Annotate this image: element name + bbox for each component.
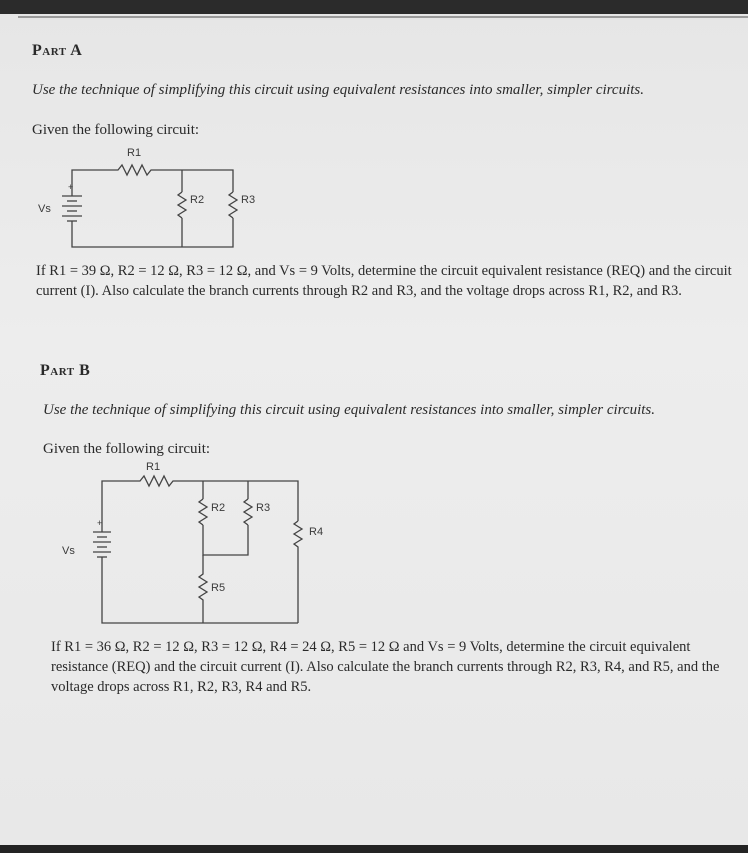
part-b-instruction: Use the technique of simplifying this circuit using equivalent resistances into smaller, simpler circuits.: [43, 402, 656, 418]
part-a-problem-text: If R1 = 39 Ω, R2 = 12 Ω, R3 = 12 Ω, and Vs = 9 Volts, determine the circuit equivalent resistance (REQ) and the circuit current (I). Also calculate the branch currents through R2 and R3, and the voltage drops across R1, R2, and R3.: [36, 263, 732, 299]
part-b-plus-label: +: [97, 518, 103, 528]
part-a-bottom-wire: [72, 218, 233, 247]
part-b-r3-label: R3: [256, 502, 271, 514]
part-a-vs-label: Vs: [38, 203, 51, 215]
part-b-vs-label: Vs: [62, 545, 75, 557]
part-a-circuit-diagram: [30, 140, 270, 255]
part-a-title: Part A: [32, 42, 83, 59]
part-a-r3-resistor: [229, 192, 237, 218]
part-b-battery-symbol: [93, 528, 111, 561]
top-divider: [18, 16, 748, 18]
top-bezel: [0, 0, 748, 14]
part-b-given: Given the following circuit:: [43, 441, 211, 457]
part-a-given: Given the following circuit:: [32, 122, 200, 138]
part-b-problem-text: If R1 = 36 Ω, R2 = 12 Ω, R3 = 12 Ω, R4 = 24 Ω, R5 = 12 Ω and Vs = 9 Volts, determine the circuit equivalent resistance (REQ) and the circuit current (I). Also calculate the branch currents through R2, R3, R4, and R5, and the voltage drops across R1, R2, R3, R4 and R5.: [51, 639, 720, 695]
part-b-r4-label: R4: [309, 526, 324, 538]
part-a-battery-symbol: [62, 192, 82, 224]
part-b-r2-r3-junction-wire: [203, 481, 248, 499]
part-a-r2-resistor: [178, 192, 186, 218]
part-a-r2-label: R2: [190, 194, 205, 206]
part-b-bottom-wire: [102, 561, 298, 623]
part-b-r3-resistor: [244, 499, 252, 525]
part-b-r2-resistor: [199, 499, 207, 525]
part-b-r5-label: R5: [211, 582, 226, 594]
part-b-r2-label: R2: [211, 502, 226, 514]
part-b-r2-r3-bottom-wire: [203, 525, 248, 555]
part-b-r1-label: R1: [146, 461, 161, 473]
part-a-r1-label: R1: [127, 147, 142, 159]
part-a-plus-label: +: [68, 182, 74, 192]
part-b-title: Part B: [40, 362, 91, 379]
part-a-r3-label: R3: [241, 194, 256, 206]
part-b-r5-resistor: [199, 555, 207, 623]
part-a-instruction: Use the technique of simplifying this circuit using equivalent resistances into smaller, simpler circuits.: [32, 82, 645, 98]
part-b-circuit-diagram: [55, 456, 325, 631]
part-a-top-wire: [72, 165, 233, 192]
bottom-bezel: [0, 845, 748, 853]
part-b-r4-resistor: [294, 521, 302, 623]
